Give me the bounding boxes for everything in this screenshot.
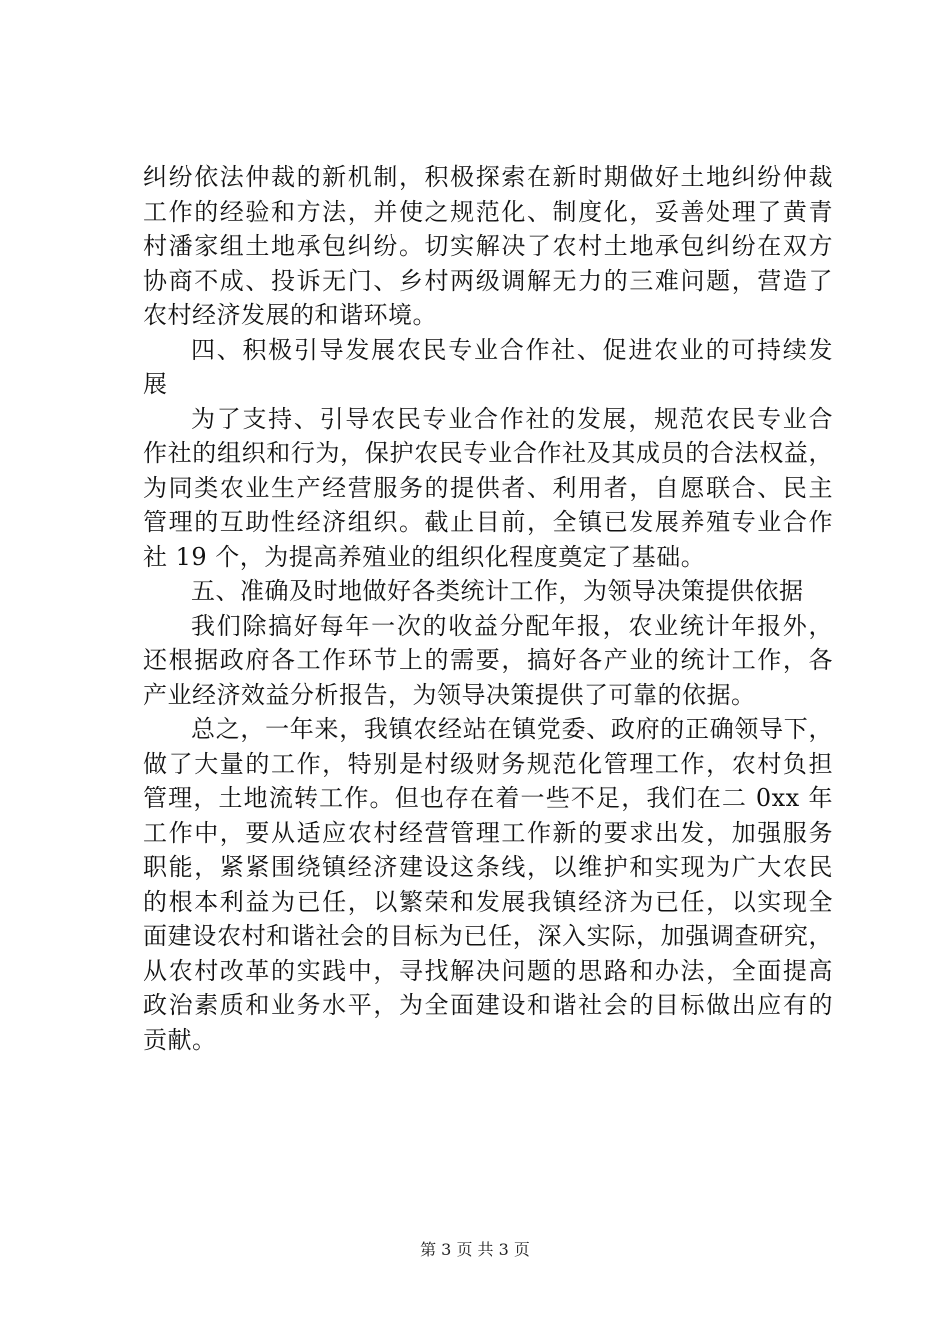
text-line: 贡献。 [143, 1025, 217, 1054]
text-line: 总之，一年来，我镇农经站在镇党委、政府的正确领导下， [191, 715, 833, 743]
text-line: 职能，紧紧围绕镇经济建设这条线，以维护和实现为广大农民 [143, 853, 833, 881]
text-line: 展 [143, 370, 168, 398]
text-line: 从农村改革的实践中，寻找解决问题的思路和办法，全面提高 [143, 956, 833, 985]
text-line: 管理，土地流转工作。但也存在着一些不足，我们在二 0xx 年 [143, 784, 833, 812]
text-line: 纠纷依法仲裁的新机制，积极探索在新时期做好土地纠纷仲裁 [143, 163, 833, 191]
text-line: 政治素质和业务水平，为全面建设和谐社会的目标做出应有的 [143, 991, 833, 1019]
text-line: 协商不成、投诉无门、乡村两级调解无力的三难问题，营造了 [143, 266, 833, 295]
page-footer: 第 3 页 共 3 页 [420, 1240, 530, 1259]
text-line: 工作的经验和方法，并使之规范化、制度化，妥善处理了黄青 [143, 197, 833, 226]
text-line: 管理的互助性经济组织。截止目前，全镇已发展养殖专业合作 [143, 508, 833, 536]
text-line: 做了大量的工作，特别是村级财务规范化管理工作，农村负担 [143, 749, 833, 778]
text-line: 的根本利益为已任，以繁荣和发展我镇经济为已任，以实现全 [143, 887, 833, 916]
text-line: 面建设农村和谐社会的目标为已任，深入实际，加强调查研究， [143, 922, 833, 950]
text-line: 我们除搞好每年一次的收益分配年报，农业统计年报外， [191, 611, 833, 640]
document-body [143, 160, 833, 1057]
text-line: 社 19 个，为提高养殖业的组织化程度奠定了基础。 [143, 542, 706, 571]
text-line: 四、积极引导发展农民专业合作社、促进农业的可持续发 [191, 335, 833, 364]
text-line: 产业经济效益分析报告，为领导决策提供了可靠的依据。 [143, 680, 756, 709]
text-line: 村潘家组土地承包纠纷。切实解决了农村土地承包纠纷在双方 [143, 232, 833, 260]
text-line: 还根据政府各工作环节上的需要，搞好各产业的统计工作，各 [143, 646, 833, 674]
text-line: 为了支持、引导农民专业合作社的发展，规范农民专业合 [191, 404, 833, 433]
text-line: 工作中，要从适应农村经营管理工作新的要求出发，加强服务 [143, 818, 833, 847]
text-line: 为同类农业生产经营服务的提供者、利用者，自愿联合、民主 [143, 473, 833, 502]
text-line: 作社的组织和行为，保护农民专业合作社及其成员的合法权益， [143, 439, 833, 467]
text-line: 五、准确及时地做好各类统计工作，为领导决策提供依据 [191, 577, 804, 605]
text-line: 农村经济发展的和谐环境。 [143, 301, 437, 329]
